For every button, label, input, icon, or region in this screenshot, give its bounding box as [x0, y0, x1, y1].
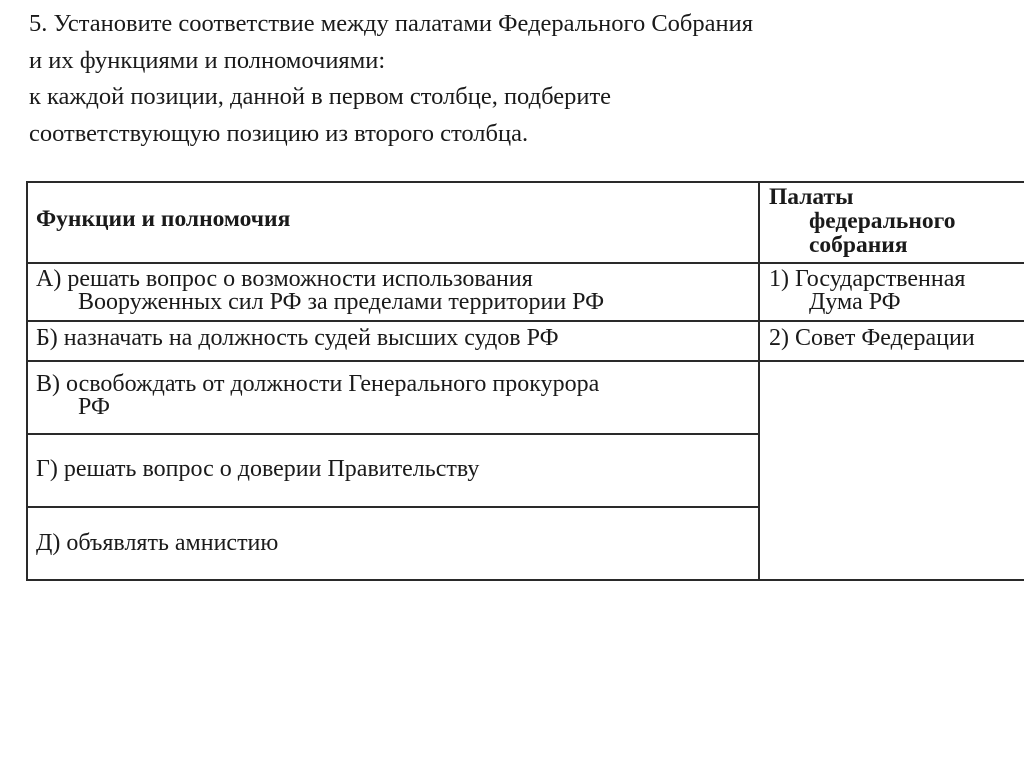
function-g-line: Г) решать вопрос о доверии Правительству: [36, 456, 480, 482]
header-chambers-line: собрания: [809, 232, 908, 258]
chamber-1-line: Дума РФ: [809, 289, 901, 315]
chamber-1: [769, 268, 965, 314]
table-border-left: [26, 181, 28, 581]
function-v-line: РФ: [78, 394, 110, 420]
function-d: [36, 532, 278, 555]
table-row-divider: [26, 506, 759, 508]
header-functions: Функции и полномочия: [36, 206, 291, 232]
table-row-divider: [26, 320, 1024, 322]
function-v: [36, 373, 599, 419]
table-row-divider: [26, 360, 1024, 362]
table-border-bottom: [26, 579, 1024, 581]
function-d-line: Д) объявлять амнистию: [36, 530, 279, 556]
header-chambers-line: федерального: [809, 208, 956, 234]
function-b-line: Б) назначать на должность судей высших судов РФ: [36, 325, 559, 351]
header-chambers: [769, 185, 955, 257]
chamber-2-line: 2) Совет Федерации: [769, 325, 975, 351]
function-g: [36, 458, 479, 481]
task-line: к каждой позиции, данной в первом столбце, подберите: [29, 83, 612, 110]
task-line: и их функциями и полномочиями:: [29, 46, 386, 74]
task-line: соответствующую позицию из второго столбца.: [29, 119, 529, 147]
chamber-2: [769, 327, 975, 350]
chamber-1-line: 1) Государственная: [769, 266, 966, 292]
table-row-divider: [26, 262, 1024, 264]
function-a: [36, 268, 604, 314]
function-b: [36, 327, 559, 350]
function-a-line: Вооруженных сил РФ за пределами территории РФ: [78, 289, 605, 315]
function-v-line: В) освобождать от должности Генерального прокурора: [36, 371, 600, 397]
table-column-divider: [758, 181, 760, 581]
table-row-divider: [26, 433, 759, 435]
function-a-line: А) решать вопрос о возможности использования: [36, 266, 533, 292]
table-border-top: [26, 181, 1024, 183]
header-chambers-line: Палаты: [769, 184, 854, 210]
task-line: 5. Установите соответствие между палатами Федерального Собрания: [29, 10, 753, 37]
